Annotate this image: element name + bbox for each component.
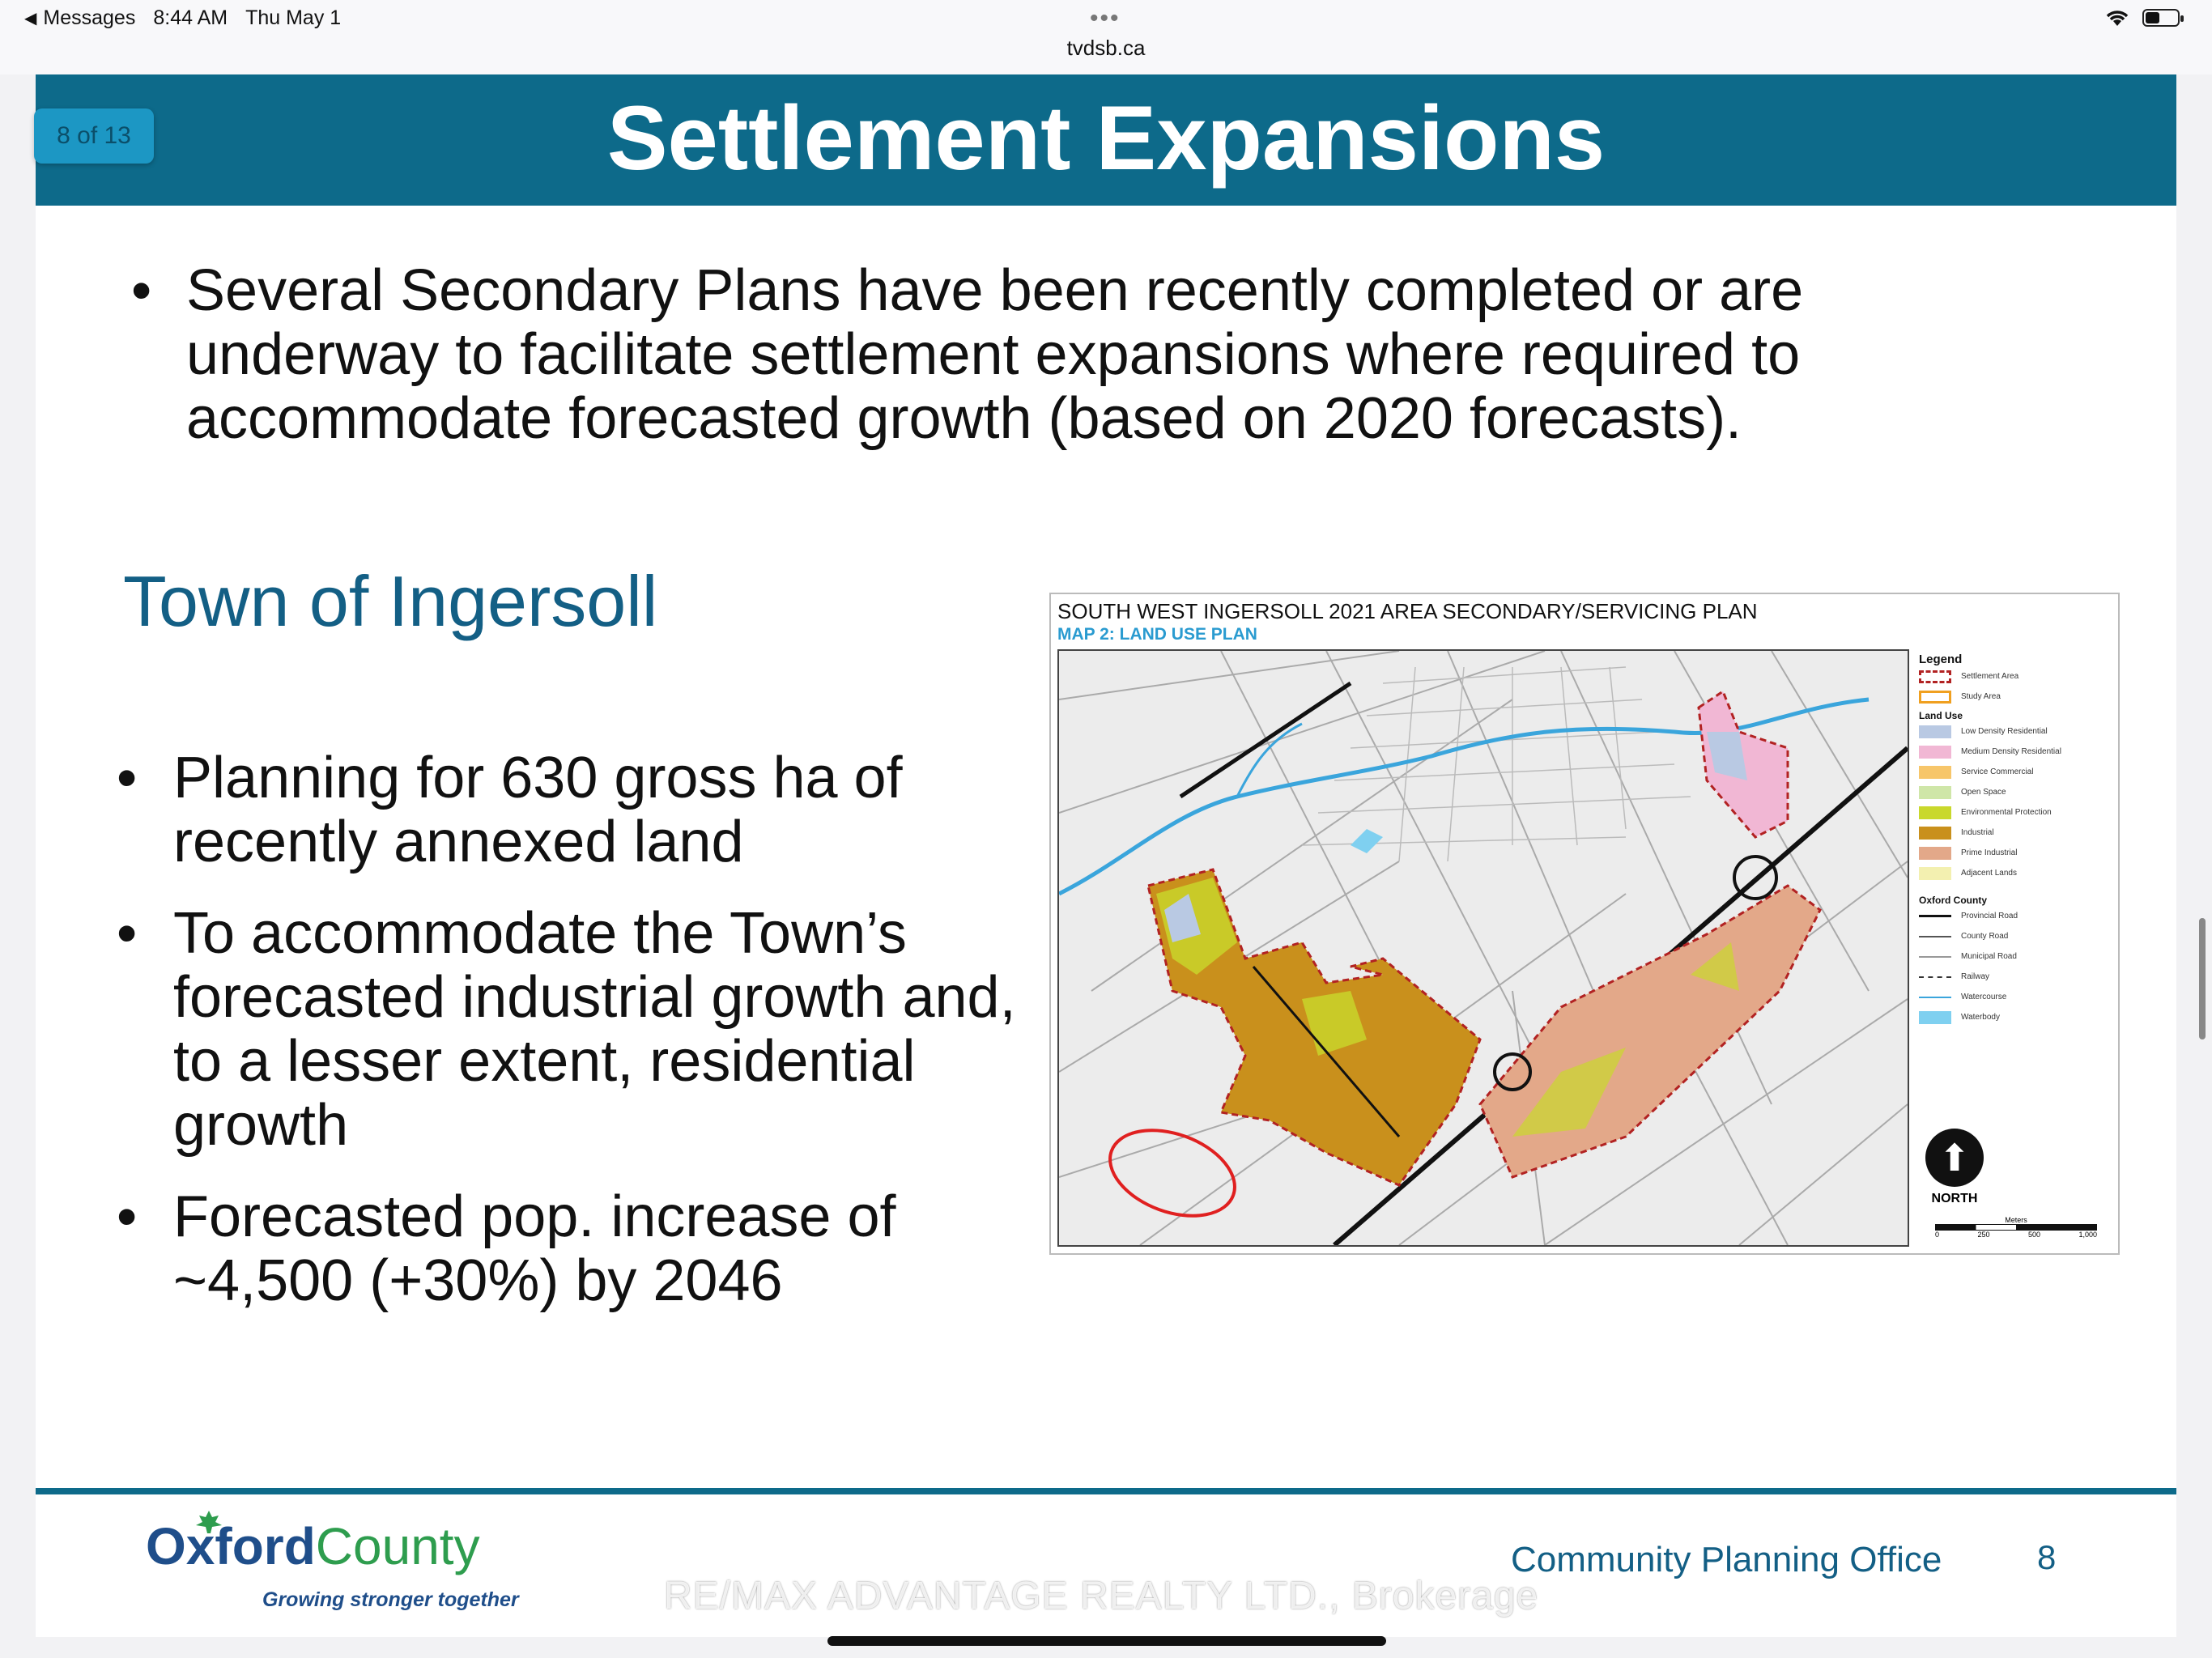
scale-graphic	[1935, 1224, 2097, 1231]
legend-item	[1919, 762, 2113, 782]
intro-line: Several Secondary Plans have been recently completed or are	[186, 258, 1804, 323]
legend-label: Watercourse	[1961, 993, 2007, 1001]
logo-word-light: County	[315, 1517, 480, 1575]
scale-tick: 250	[1977, 1231, 1990, 1239]
intro-row	[131, 259, 1993, 451]
bullet-item	[117, 902, 1104, 1158]
back-arrow-icon[interactable]: ◀	[24, 10, 37, 28]
bullet-item	[117, 746, 1104, 874]
legend-line	[1919, 997, 1951, 998]
logo-word-bold: Oxford	[146, 1517, 316, 1575]
page-badge[interactable]: 8 of 13	[34, 108, 154, 164]
legend-label: County Road	[1961, 932, 2009, 941]
bullet-line: ~4,500 (+30%) by 2046	[173, 1248, 783, 1313]
north-arrow	[1922, 1129, 1987, 1206]
watermark: RE/MAX ADVANTAGE REALTY LTD., Brokerage	[664, 1575, 1539, 1618]
legend-line	[1919, 956, 1951, 958]
legend-item	[1919, 782, 2113, 802]
bullet-line: To accommodate the Town’s	[173, 901, 907, 966]
status-left	[24, 6, 341, 30]
legend-swatch	[1919, 691, 1951, 704]
legend-label: Low Density Residential	[1961, 727, 2048, 736]
legend-heading: Legend	[1919, 653, 1963, 666]
legend-swatch	[1919, 827, 1951, 840]
legend-swatch	[1919, 1011, 1951, 1024]
legend-item	[1919, 1007, 2113, 1027]
intro-line: underway to facilitate settlement expansions where required to	[186, 322, 1801, 387]
legend-line	[1919, 936, 1951, 937]
wifi-icon	[2104, 8, 2131, 28]
bullet-text	[173, 1185, 896, 1313]
legend-label: Railway	[1961, 972, 1990, 981]
scale-tick: 500	[2027, 1231, 2040, 1239]
page-number: 8	[2037, 1538, 2057, 1576]
subheading: Town of Ingersoll	[123, 561, 658, 641]
legend-swatch	[1919, 725, 1951, 738]
legend-swatch	[1919, 847, 1951, 860]
legend-item	[1919, 863, 2113, 883]
bullet-text	[173, 902, 1016, 1158]
status-right	[2104, 8, 2180, 28]
land-use-map	[1049, 593, 2120, 1255]
legend-item	[1919, 687, 2113, 707]
legend-land-use-heading: Land Use	[1919, 710, 1963, 721]
legend-item	[1919, 926, 2113, 946]
legend-item	[1919, 802, 2113, 823]
map-graphic	[1059, 651, 1908, 1245]
slide-header	[36, 74, 2176, 206]
legend-item	[1919, 666, 2113, 687]
legend-label: Provincial Road	[1961, 912, 2018, 920]
logo-tagline: Growing stronger together	[262, 1588, 519, 1611]
legend-label: Medium Density Residential	[1961, 747, 2061, 756]
map-title: SOUTH WEST INGERSOLL 2021 AREA SECONDARY/SERVICING PLAN	[1057, 599, 1758, 623]
bullet-item	[117, 1185, 1104, 1313]
legend-swatch	[1919, 786, 1951, 799]
legend-item	[1919, 967, 2113, 987]
bullet-line: growth	[173, 1093, 349, 1158]
legend-item	[1919, 906, 2113, 926]
legend-label: Municipal Road	[1961, 952, 2017, 961]
legend-label: Settlement Area	[1961, 672, 2019, 681]
footer-rule	[36, 1488, 2176, 1494]
slide	[36, 74, 2176, 1637]
slide-title: Settlement Expansions	[606, 87, 1606, 189]
bullet-dot: •	[117, 746, 138, 810]
legend-swatch	[1919, 746, 1951, 759]
home-indicator[interactable]	[827, 1636, 1386, 1646]
legend-swatch	[1919, 867, 1951, 880]
legend-line	[1919, 915, 1951, 917]
legend-line	[1919, 976, 1951, 978]
status-date: Thu May 1	[245, 6, 342, 29]
north-label: NORTH	[1931, 1192, 1978, 1205]
legend-label: Study Area	[1961, 692, 2001, 701]
legend-county-heading: Oxford County	[1919, 895, 1987, 906]
battery-fill	[2146, 12, 2159, 23]
legend-item	[1919, 823, 2113, 843]
legend-swatch	[1919, 766, 1951, 779]
legend-label: Open Space	[1961, 788, 2006, 797]
scroll-indicator[interactable]	[2199, 918, 2206, 1039]
legend-swatch	[1919, 806, 1951, 819]
scale-bar	[1935, 1216, 2097, 1240]
legend-item	[1919, 721, 2113, 742]
bullet-dot: •	[117, 1184, 138, 1249]
scale-title: Meters	[2005, 1216, 2027, 1224]
intro-text	[186, 259, 1803, 451]
scale-tick: 0	[1935, 1231, 1940, 1239]
legend-item	[1919, 742, 2113, 762]
status-time: 8:44 AM	[153, 6, 228, 29]
legend-item	[1919, 987, 2113, 1007]
legend-label: Industrial	[1961, 828, 1994, 837]
bullet-line: to a lesser extent, residential	[173, 1029, 916, 1094]
bullet-line: Planning for 630 gross ha of	[173, 746, 903, 810]
legend-label: Environmental Protection	[1961, 808, 2052, 817]
legend-label: Service Commercial	[1961, 767, 2034, 776]
bullet-list	[117, 746, 1104, 1341]
scale-tick: 1,000	[2078, 1231, 2097, 1239]
battery-icon	[2142, 9, 2180, 27]
bullet-dot: •	[131, 258, 152, 323]
map-image	[1057, 649, 1909, 1247]
legend-label: Prime Industrial	[1961, 848, 2018, 857]
legend-swatch	[1919, 670, 1951, 683]
logo-wordmark	[146, 1517, 480, 1575]
bullet-line: forecasted industrial growth and,	[173, 965, 1016, 1030]
scale-ticks	[1935, 1231, 2097, 1239]
bullet-line: Forecasted pop. increase of	[173, 1184, 896, 1249]
oxford-county-logo	[133, 1509, 554, 1622]
legend-item	[1919, 946, 2113, 967]
map-legend	[1919, 649, 2113, 1247]
back-app-label[interactable]: Messages	[43, 6, 136, 29]
legend-item	[1919, 843, 2113, 863]
multitask-dots-icon[interactable]: •••	[1090, 5, 1121, 32]
bullet-dot: •	[117, 901, 138, 966]
map-subtitle: MAP 2: LAND USE PLAN	[1057, 625, 1257, 644]
intro-line: accommodate forecasted growth (based on 2020 forecasts).	[186, 386, 1742, 451]
north-arrow-icon: ⬆	[1925, 1129, 1984, 1187]
status-bar	[0, 0, 2212, 74]
url-label[interactable]: tvdsb.ca	[1066, 36, 1146, 60]
office-label: Community Planning Office	[1511, 1540, 1942, 1579]
intro-bullet	[131, 259, 1993, 451]
legend-label: Waterbody	[1961, 1013, 2000, 1022]
bullet-text	[173, 746, 903, 874]
bullet-line: recently annexed land	[173, 810, 744, 874]
legend-label: Adjacent Lands	[1961, 869, 2017, 878]
